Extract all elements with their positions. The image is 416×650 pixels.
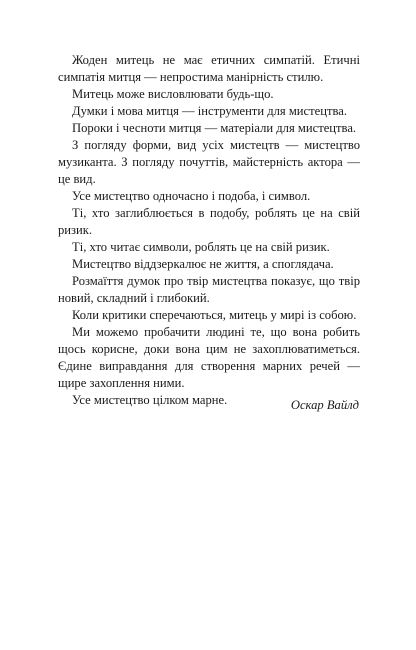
paragraph: Усе мистецтво одночасно і подоба, і символ. xyxy=(72,189,311,203)
paragraph: Ті, хто читає символи, роблять це на свій ризик. xyxy=(72,240,330,254)
paragraph: Думки і мова митця — інструменти для мистецтва. xyxy=(72,104,347,118)
author-signature: Оскар Вайлд xyxy=(290,398,359,412)
paragraph: Ми можемо пробачити людині те, що вона робить щось корисне, доки вона цим не захоплюватиметься. Єдине виправдання для створення марних речей — щире захоплення ними. xyxy=(58,325,360,390)
paragraph: Жоден митець не має етичних симпатій. Етичні симпатія митця — непростима манірність стилю. xyxy=(58,53,360,84)
paragraph: Розмаїття думок про твір мистецтва показує, що твір новий, складний і глибокий. xyxy=(58,274,360,305)
paragraph: Митець може висловлювати будь-що. xyxy=(72,87,274,101)
paragraph: Ті, хто заглиблюється в подобу, роблять це на свій ризик. xyxy=(58,206,360,237)
paragraph: Мистецтво віддзеркалює не життя, а споглядача. xyxy=(72,257,334,271)
paragraph: Коли критики сперечаються, митець у мирі із собою. xyxy=(72,308,357,322)
paragraph: З погляду форми, вид усіх мистецтв — мистецтво музиканта. З погляду почуттів, майстерність актора — це вид. xyxy=(58,138,360,186)
paragraph: Пороки і чесноти митця — матеріали для мистецтва. xyxy=(72,121,357,135)
aphorisms-text xyxy=(58,52,360,409)
paragraph: Усе мистецтво цілком марне. xyxy=(72,393,228,407)
